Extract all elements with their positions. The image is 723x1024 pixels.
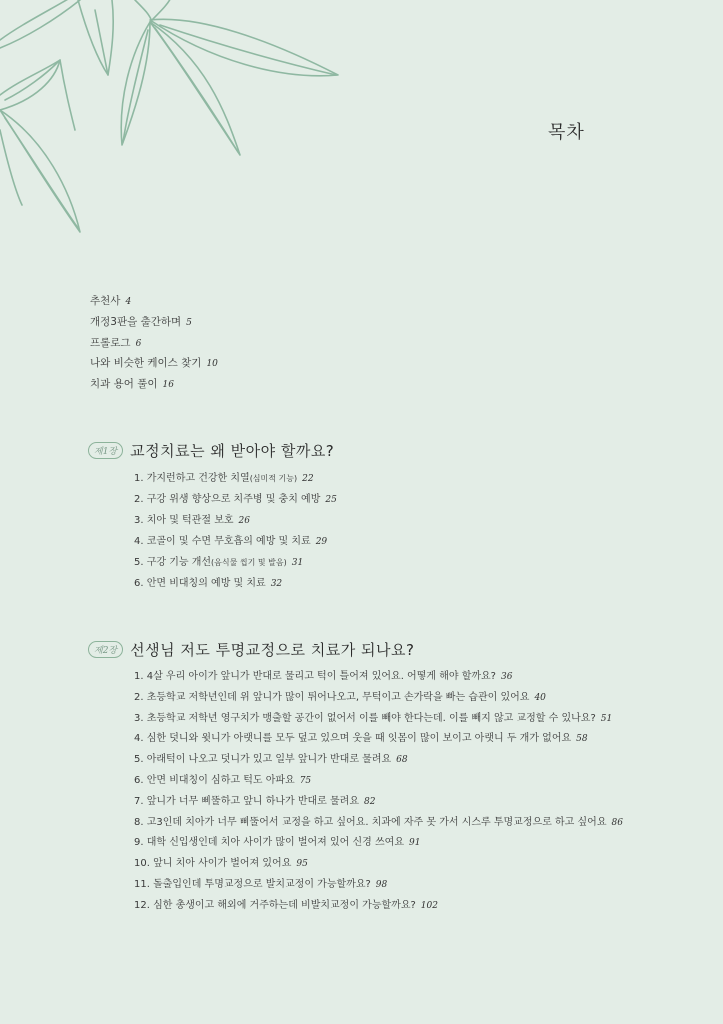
chapter-heading[interactable] [88,438,337,462]
list-item[interactable]: 추천사 4 [90,295,132,307]
list-item[interactable]: 5. 아래턱이 나오고 덧니가 있고 일부 앞니가 반대로 물려요 68 [134,754,408,766]
page-number: 82 [364,796,376,807]
page-number: 58 [576,734,588,745]
list-item[interactable]: 치과 용어 풀이 16 [90,378,174,391]
chapter-title: 교정치료는 왜 받아야 할까요? [130,441,335,460]
page-number: 86 [611,817,623,828]
page-title: 목차 [548,122,585,143]
page-number: 68 [396,755,408,766]
list-item[interactable]: 6. 안면 비대칭이 심하고 턱도 아파요 75 [134,774,312,786]
chapter-heading[interactable] [88,637,623,661]
chapter-1 [88,438,337,594]
list-item[interactable]: 7. 앞니가 너무 삐뚤하고 앞니 하나가 반대로 물려요 82 [134,795,376,807]
page-number: 22 [302,474,314,484]
list-item[interactable]: 6. 안면 비대칭의 예방 및 치료 32 [134,578,283,589]
page-number: 36 [501,672,513,682]
list-item[interactable]: 개정3판을 출간하며 5 [90,315,192,328]
page-number: 32 [270,579,283,589]
leaf-illustration [0,0,345,240]
page-number: 29 [315,537,328,547]
page-number: 75 [299,775,312,786]
list-item[interactable]: 8. 고3인데 치아가 너무 삐뚤어서 교정을 하고 싶어요. 치과에 자주 못 가서 시스루 투명교정으로 하고 싶어요 86 [134,816,623,828]
page-number: 31 [291,558,304,568]
list-item[interactable]: 1. 가지런하고 건강한 치열(심미적 기능) 22 [134,473,314,484]
chapter-tag: 제2장 [88,641,123,658]
chapter-title: 선생님 저도 투명교정으로 치료가 되나요? [130,640,415,659]
list-item[interactable]: 12. 심한 총생이고 해외에 거주하는데 비발치교정이 가능할까요? 102 [134,899,438,911]
page-number: 10 [206,359,218,370]
page-number: 95 [296,859,308,870]
page-number: 26 [238,516,250,526]
chapter-tag: 제1장 [88,442,123,459]
list-item[interactable]: 3. 초등학교 저학년 영구치가 맹출할 공간이 없어서 이를 빼야 한다는데. 이를 빼지 않고 교정할 수 있나요? 51 [134,712,613,724]
page-number: 25 [325,495,337,505]
list-item[interactable]: 9. 대학 신입생인데 치아 사이가 많이 벌어져 있어 신경 쓰여요 91 [134,837,421,849]
page-number: 40 [534,692,546,703]
chapter-2 [88,637,623,917]
list-item[interactable]: 3. 치아 및 턱관절 보호 26 [134,515,250,526]
list-item[interactable]: 프롤로그 6 [90,336,142,349]
page-number: 4 [125,297,132,307]
page-number: 98 [375,879,388,890]
list-item[interactable]: 5. 구강 기능 개선(음식물 씹기 및 발음) 31 [134,557,304,568]
front-matter-list [90,291,218,395]
page-number: 5 [186,317,192,328]
page-number: 91 [409,838,421,849]
list-item[interactable]: 1. 4살 우리 아이가 앞니가 반대로 물리고 턱이 틀어져 있어요. 어떻게 해야 할까요? 36 [134,671,513,682]
chapter-2-list [134,667,623,917]
list-item[interactable]: 4. 코골이 및 수면 무호흡의 예방 및 치료 29 [134,536,328,547]
list-item[interactable]: 2. 구강 위생 향상으로 치주병 및 충치 예방 25 [134,494,337,505]
list-item[interactable]: 나와 비슷한 케이스 찾기 10 [90,357,218,370]
page-number: 16 [162,380,174,391]
page-number: 102 [420,900,438,911]
list-item[interactable]: 4. 심한 덧니와 윗니가 아랫니를 모두 덮고 있으며 웃을 때 잇몸이 많이 보이고 아랫니 두 개가 없어요 58 [134,733,588,745]
chapter-1-list [134,468,337,594]
page-number: 6 [135,338,142,349]
list-item[interactable]: 10. 앞니 치아 사이가 벌어져 있어요 95 [134,858,308,870]
page-number: 51 [600,713,613,724]
list-item[interactable]: 11. 돌출입인데 투명교정으로 발치교정이 가능할까요? 98 [134,878,388,890]
list-item[interactable]: 2. 초등학교 저학년인데 위 앞니가 많이 튀어나오고, 무턱이고 손가락을 빠는 습관이 있어요 40 [134,691,546,703]
